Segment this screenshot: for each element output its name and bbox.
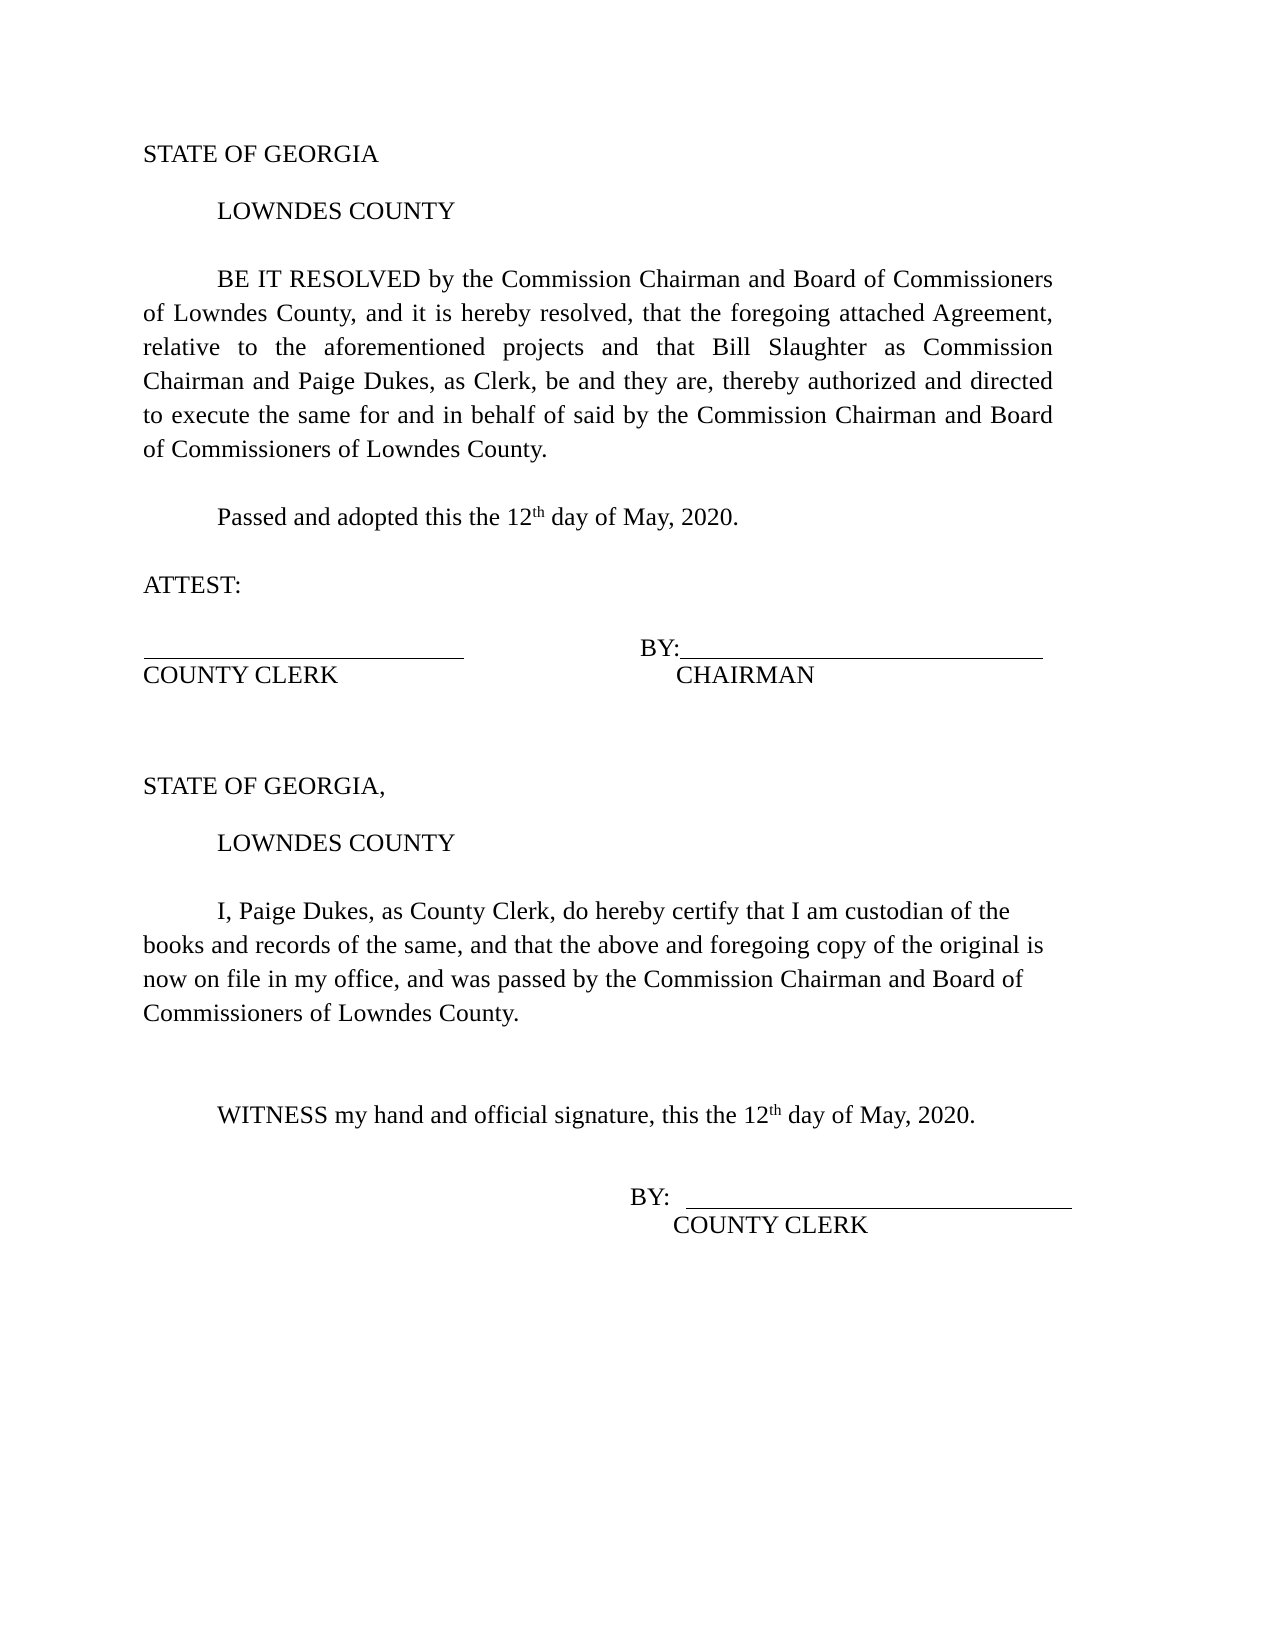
passed-adopted-line [143,500,1053,534]
witness-ordinal: th [769,1101,782,1119]
attest-label: ATTEST: [143,570,242,599]
chairman-label: CHAIRMAN [676,660,815,689]
passed-adopted-prefix: Passed and adopted this the 12 [217,502,533,531]
signature-block-attest [143,633,1053,712]
by-label-1: BY: [640,633,681,662]
county-clerk-label-1: COUNTY CLERK [143,660,339,689]
spacer [143,466,1053,500]
state-heading-1: STATE OF GEORGIA [143,139,380,168]
resolution-paragraph: BE IT RESOLVED by the Commission Chairman and Board of Commissioners of Lowndes County, and it is hereby resolved, that the foregoing attached Agreement, relative to the aforementioned projects and that Bill Slaughter as Commission Chairman and Paige Dukes, as Clerk, be and they are, thereby authorized and directed to execute the same for and in behalf of said by the Commission Chairman and Board of Commissioners of Lowndes County. [143,264,1053,463]
spacer [143,171,1053,194]
spacer [143,1030,1053,1098]
spacer [143,803,1053,826]
witness-prefix: WITNESS my hand and official signature, this the 12 [217,1100,770,1129]
passed-adopted-suffix: day of May, 2020. [544,502,740,531]
certification-paragraph: I, Paige Dukes, as County Clerk, do hereby certify that I am custodian of the books and records of the same, and that the above and foregoing copy of the original is now on file in my office, and was passed by the Commission Chairman and Board of Commissioners of Lowndes County. [143,896,1044,1027]
spacer [143,860,1053,894]
spacer [143,534,1053,568]
county-heading-2: LOWNDES COUNTY [217,828,456,857]
spacer [143,228,1053,262]
county-heading-1: LOWNDES COUNTY [217,196,456,225]
by-label-2: BY: [630,1182,671,1211]
county-clerk-label-2: COUNTY CLERK [673,1210,869,1239]
state-heading-2: STATE OF GEORGIA, [143,771,386,800]
spacer [143,712,1053,769]
signature-block-witness [143,1180,1053,1260]
witness-suffix: day of May, 2020. [781,1100,976,1129]
witness-statement-line [143,1098,1053,1132]
passed-adopted-ordinal: th [532,503,545,521]
document-body [143,137,1053,1260]
